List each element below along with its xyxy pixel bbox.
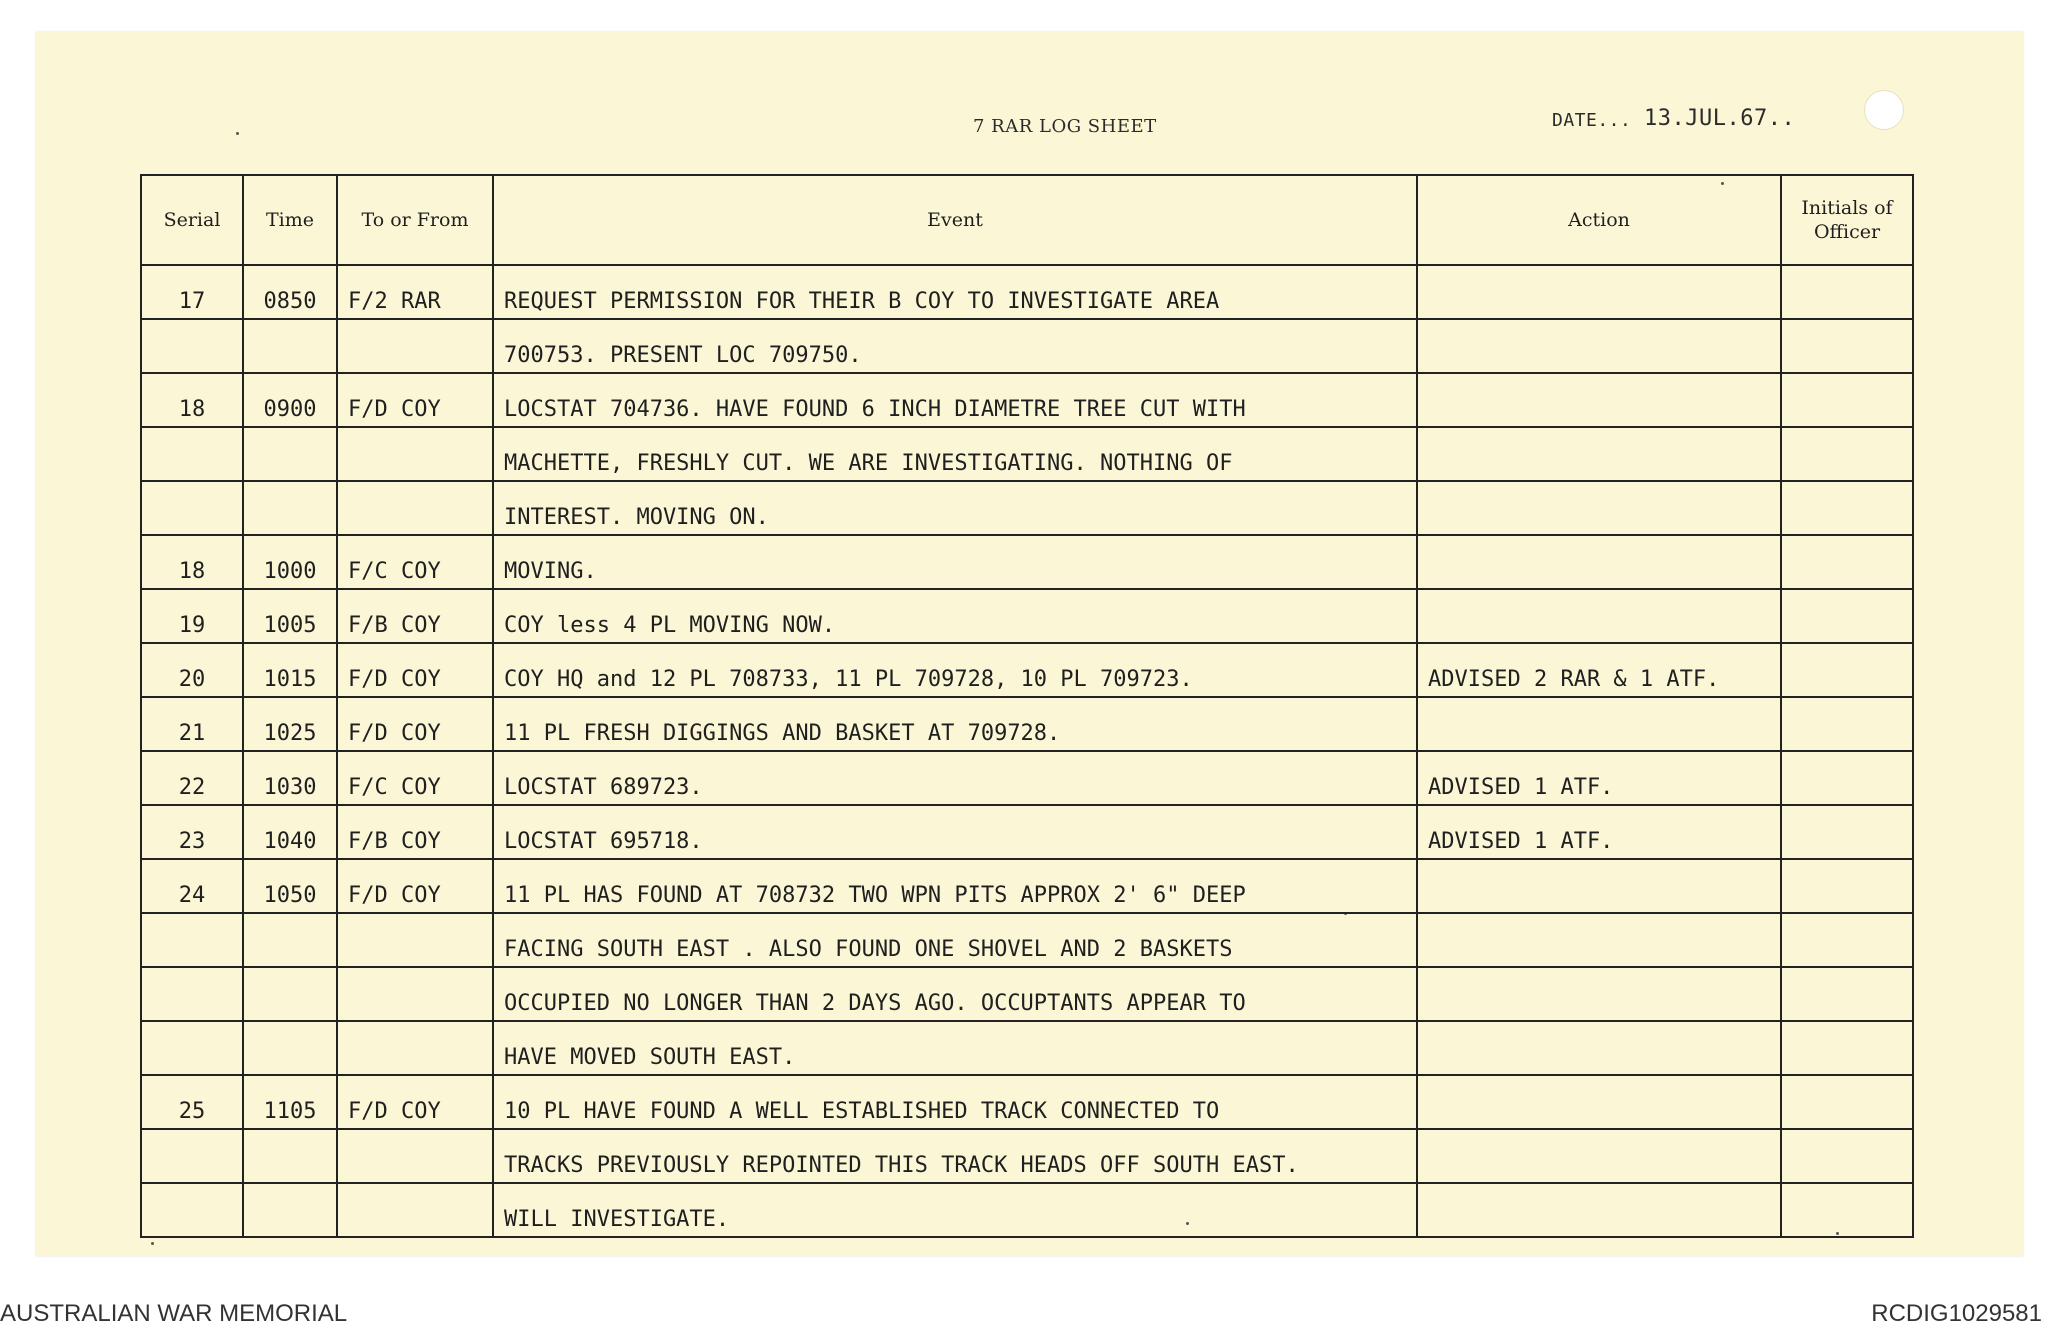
event-cell: REQUEST PERMISSION FOR THEIR B COY TO INVESTIGATE AREA [493, 265, 1417, 319]
date-value: 13.JUL.67.. [1644, 106, 1796, 131]
time-cell [243, 1183, 337, 1237]
time-cell [243, 427, 337, 481]
event-cell: OCCUPIED NO LONGER THAN 2 DAYS AGO. OCCUPTANTS APPEAR TO [493, 967, 1417, 1021]
action-cell [1417, 373, 1781, 427]
log-table-header [141, 175, 1913, 265]
column-header-time: Time [243, 175, 337, 265]
table-row [141, 1075, 1913, 1129]
log-table-body [141, 265, 1913, 1237]
action-cell [1417, 535, 1781, 589]
initials-cell [1781, 535, 1913, 589]
time-cell: 1025 [243, 697, 337, 751]
action-cell [1417, 967, 1781, 1021]
to-from-cell: F/B COY [337, 805, 493, 859]
serial-cell: 18 [141, 373, 243, 427]
event-cell: MOVING. [493, 535, 1417, 589]
serial-cell: 22 [141, 751, 243, 805]
serial-cell: 25 [141, 1075, 243, 1129]
time-cell [243, 967, 337, 1021]
serial-cell: 24 [141, 859, 243, 913]
to-from-cell: F/D COY [337, 373, 493, 427]
initials-cell [1781, 319, 1913, 373]
table-row [141, 805, 1913, 859]
initials-cell [1781, 1129, 1913, 1183]
action-cell [1417, 265, 1781, 319]
serial-cell [141, 913, 243, 967]
initials-cell [1781, 1075, 1913, 1129]
initials-cell [1781, 805, 1913, 859]
table-row [141, 913, 1913, 967]
event-cell: INTEREST. MOVING ON. [493, 481, 1417, 535]
table-row [141, 481, 1913, 535]
to-from-cell: F/2 RAR [337, 265, 493, 319]
action-cell [1417, 589, 1781, 643]
column-header-to-from: To or From [337, 175, 493, 265]
column-header-event: Event [493, 175, 1417, 265]
serial-cell [141, 967, 243, 1021]
serial-cell: 21 [141, 697, 243, 751]
paper-speck [151, 1242, 154, 1245]
initials-cell [1781, 373, 1913, 427]
table-row [141, 427, 1913, 481]
action-cell [1417, 1021, 1781, 1075]
serial-cell: 17 [141, 265, 243, 319]
time-cell: 1015 [243, 643, 337, 697]
event-cell: TRACKS PREVIOUSLY REPOINTED THIS TRACK HEADS OFF SOUTH EAST. [493, 1129, 1417, 1183]
serial-cell [141, 1021, 243, 1075]
time-cell: 1105 [243, 1075, 337, 1129]
to-from-cell: F/D COY [337, 697, 493, 751]
initials-cell [1781, 589, 1913, 643]
serial-cell [141, 481, 243, 535]
to-from-cell [337, 427, 493, 481]
punch-hole [1864, 90, 1904, 130]
to-from-cell: F/C COY [337, 751, 493, 805]
table-row [141, 319, 1913, 373]
serial-cell: 19 [141, 589, 243, 643]
paper-speck [236, 132, 239, 135]
table-row [141, 751, 1913, 805]
action-cell [1417, 1075, 1781, 1129]
table-row [141, 1021, 1913, 1075]
to-from-cell: F/D COY [337, 859, 493, 913]
action-cell [1417, 913, 1781, 967]
header-row [141, 175, 1913, 265]
event-cell: COY HQ and 12 PL 708733, 11 PL 709728, 10 PL 709723. [493, 643, 1417, 697]
table-row [141, 1183, 1913, 1237]
initials-cell [1781, 1021, 1913, 1075]
time-cell: 0850 [243, 265, 337, 319]
column-header-serial: Serial [141, 175, 243, 265]
action-cell [1417, 481, 1781, 535]
time-cell: 1005 [243, 589, 337, 643]
event-cell: 11 PL FRESH DIGGINGS AND BASKET AT 709728. [493, 697, 1417, 751]
log-sheet-paper [36, 32, 2023, 1256]
time-cell [243, 319, 337, 373]
to-from-cell: F/C COY [337, 535, 493, 589]
to-from-cell: F/B COY [337, 589, 493, 643]
time-cell [243, 1129, 337, 1183]
action-cell: ADVISED 1 ATF. [1417, 805, 1781, 859]
to-from-cell [337, 913, 493, 967]
to-from-cell [337, 481, 493, 535]
action-cell [1417, 319, 1781, 373]
action-cell [1417, 1183, 1781, 1237]
initials-cell [1781, 643, 1913, 697]
to-from-cell [337, 1129, 493, 1183]
initials-cell [1781, 913, 1913, 967]
log-table [140, 174, 1914, 1238]
event-cell: COY less 4 PL MOVING NOW. [493, 589, 1417, 643]
event-cell: MACHETTE, FRESHLY CUT. WE ARE INVESTIGATING. NOTHING OF [493, 427, 1417, 481]
record-identifier: RCDIG1029581 [1871, 1300, 2042, 1327]
serial-cell [141, 427, 243, 481]
date-label: DATE... [1552, 110, 1632, 131]
time-cell [243, 1021, 337, 1075]
event-cell: 700753. PRESENT LOC 709750. [493, 319, 1417, 373]
event-cell: FACING SOUTH EAST . ALSO FOUND ONE SHOVEL AND 2 BASKETS [493, 913, 1417, 967]
time-cell: 1030 [243, 751, 337, 805]
column-header-initials: Initials of Officer [1781, 175, 1913, 265]
table-row [141, 265, 1913, 319]
action-cell [1417, 427, 1781, 481]
column-header-action: Action [1417, 175, 1781, 265]
table-row [141, 967, 1913, 1021]
serial-cell: 18 [141, 535, 243, 589]
initials-cell [1781, 859, 1913, 913]
to-from-cell [337, 319, 493, 373]
initials-cell [1781, 427, 1913, 481]
serial-cell [141, 319, 243, 373]
initials-cell [1781, 697, 1913, 751]
event-cell: HAVE MOVED SOUTH EAST. [493, 1021, 1417, 1075]
to-from-cell: F/D COY [337, 1075, 493, 1129]
event-cell: 10 PL HAVE FOUND A WELL ESTABLISHED TRACK CONNECTED TO [493, 1075, 1417, 1129]
time-cell: 1040 [243, 805, 337, 859]
to-from-cell [337, 1183, 493, 1237]
time-cell: 1000 [243, 535, 337, 589]
table-row [141, 373, 1913, 427]
event-cell: WILL INVESTIGATE. [493, 1183, 1417, 1237]
serial-cell [141, 1129, 243, 1183]
serial-cell: 20 [141, 643, 243, 697]
to-from-cell: F/D COY [337, 643, 493, 697]
event-cell: 11 PL HAS FOUND AT 708732 TWO WPN PITS APPROX 2' 6" DEEP [493, 859, 1417, 913]
time-cell [243, 913, 337, 967]
action-cell: ADVISED 1 ATF. [1417, 751, 1781, 805]
table-row [141, 697, 1913, 751]
time-cell [243, 481, 337, 535]
initials-cell [1781, 481, 1913, 535]
action-cell [1417, 859, 1781, 913]
archive-credit: AUSTRALIAN WAR MEMORIAL [0, 1300, 348, 1327]
action-cell [1417, 1129, 1781, 1183]
to-from-cell [337, 967, 493, 1021]
time-cell: 0900 [243, 373, 337, 427]
table-row [141, 589, 1913, 643]
initials-cell [1781, 751, 1913, 805]
to-from-cell [337, 1021, 493, 1075]
event-cell: LOCSTAT 704736. HAVE FOUND 6 INCH DIAMETRE TREE CUT WITH [493, 373, 1417, 427]
table-row [141, 643, 1913, 697]
time-cell: 1050 [243, 859, 337, 913]
table-row [141, 535, 1913, 589]
sheet-title: 7 RAR LOG SHEET [973, 116, 1157, 137]
table-row [141, 859, 1913, 913]
initials-cell [1781, 265, 1913, 319]
action-cell: ADVISED 2 RAR & 1 ATF. [1417, 643, 1781, 697]
event-cell: LOCSTAT 695718. [493, 805, 1417, 859]
initials-cell [1781, 967, 1913, 1021]
table-row [141, 1129, 1913, 1183]
initials-cell [1781, 1183, 1913, 1237]
serial-cell: 23 [141, 805, 243, 859]
action-cell [1417, 697, 1781, 751]
event-cell: LOCSTAT 689723. [493, 751, 1417, 805]
serial-cell [141, 1183, 243, 1237]
